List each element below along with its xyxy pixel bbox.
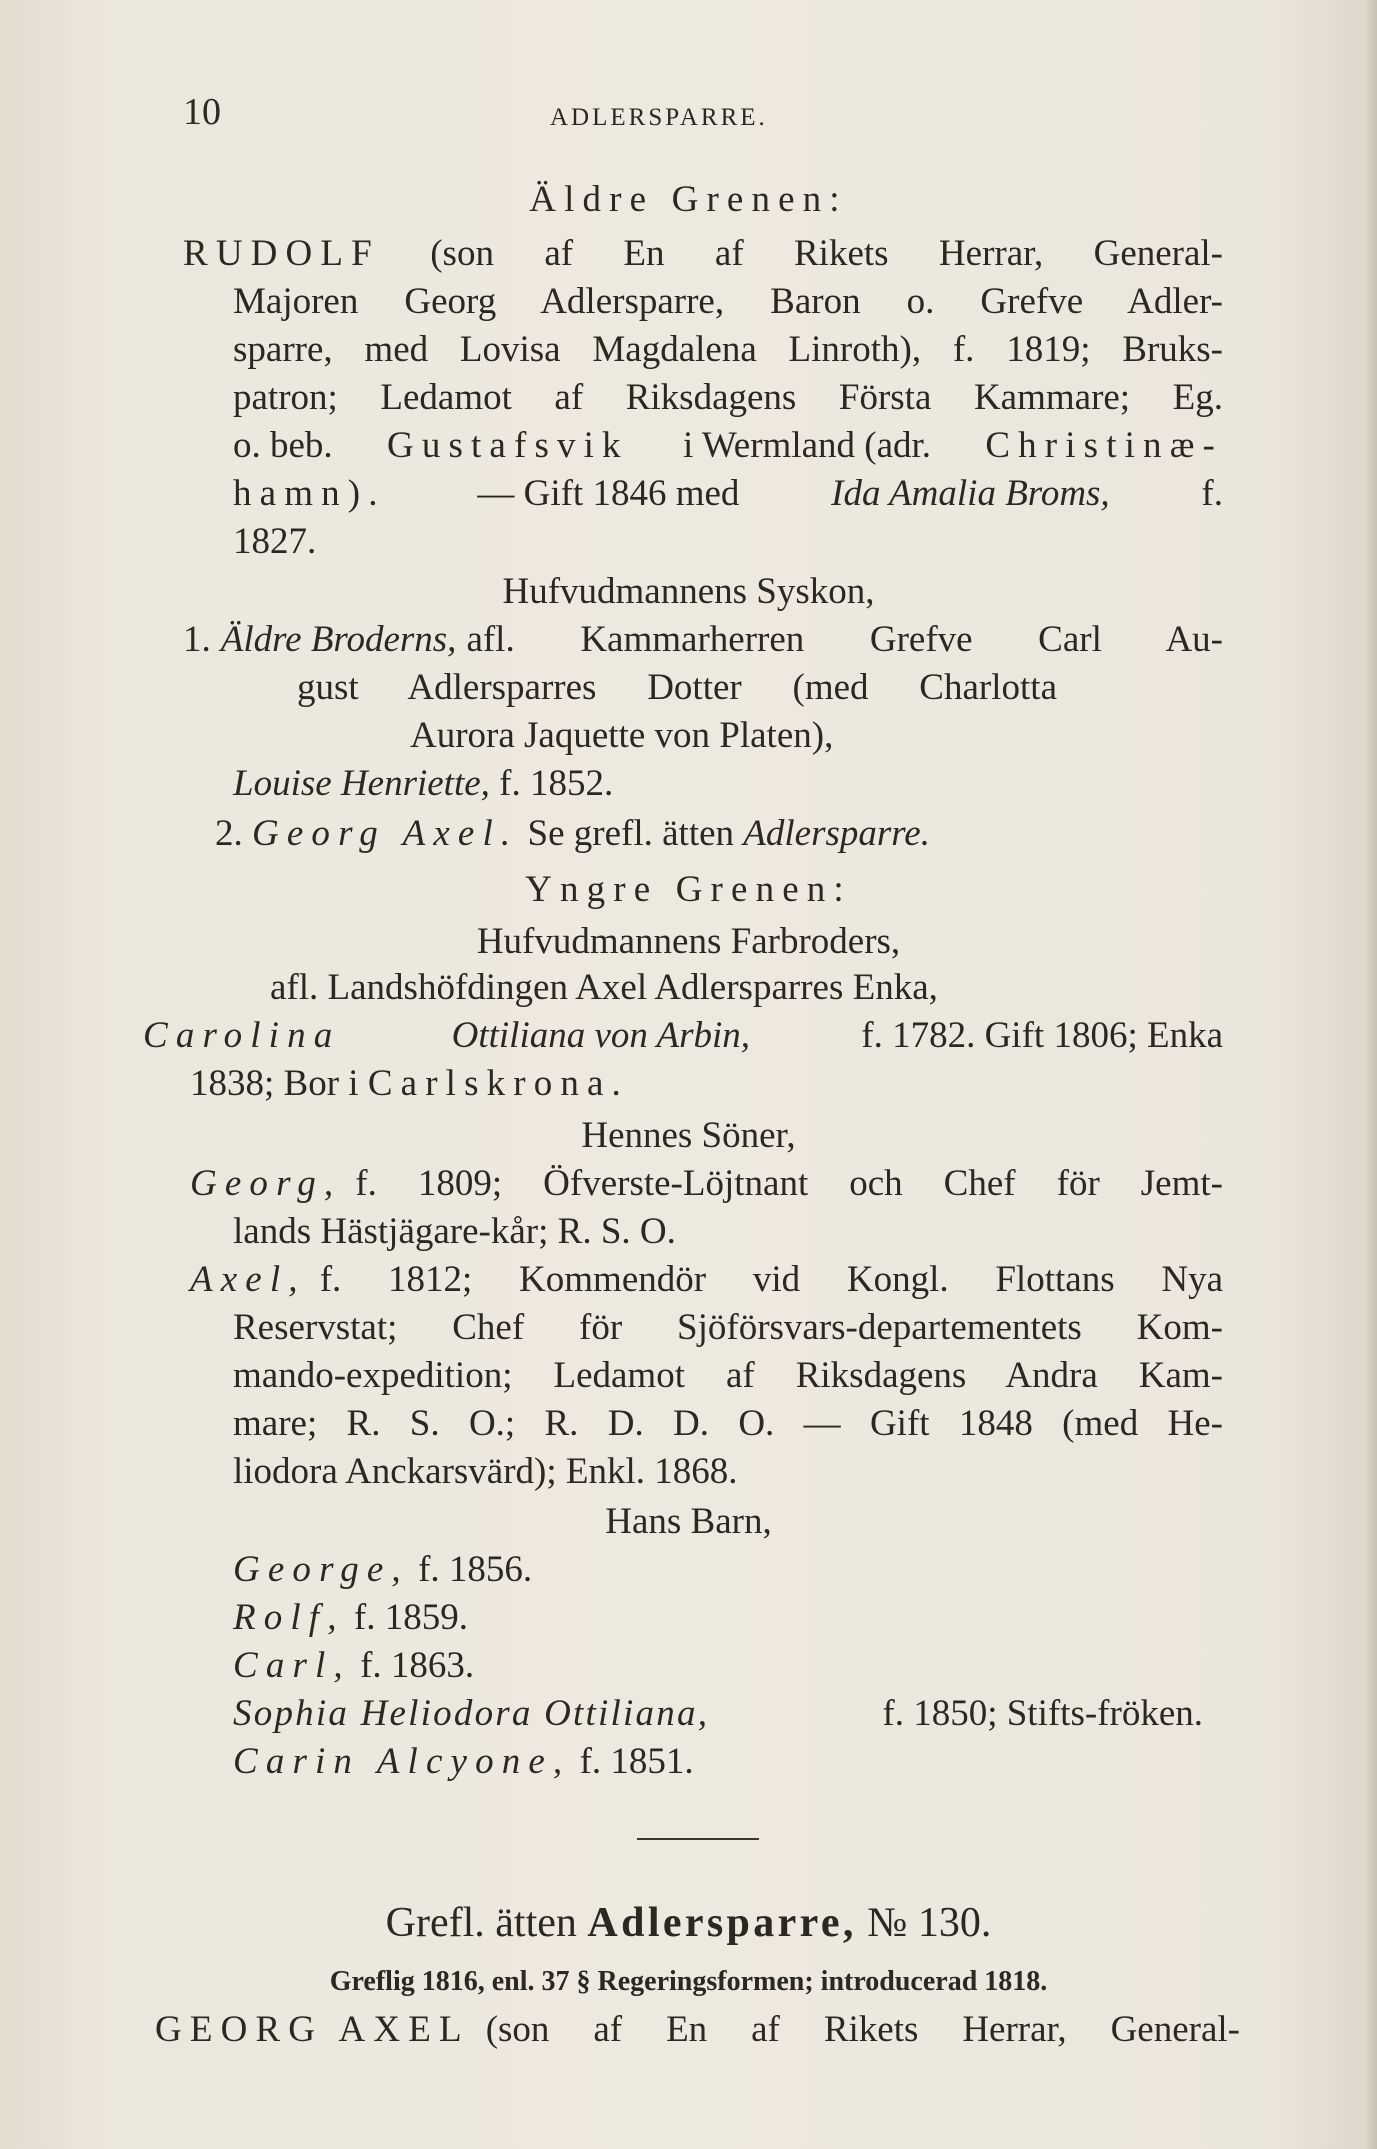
sibling-1-line-2: gust Adlersparres Dotter (med Charlotta — [297, 667, 1057, 708]
sibling-2-number: 2. — [215, 813, 243, 854]
rudolf-text-1: (son af En af Rikets Herrar, General- — [430, 233, 1224, 274]
rudolf-text-6d: f. — [1201, 473, 1223, 514]
sibling-2-text: Se grefl. ätten — [527, 813, 735, 854]
rudolf-line-6 — [233, 472, 1223, 516]
running-title: ADLERSPARRE. — [550, 104, 768, 131]
page-edge — [1367, 0, 1377, 2149]
rudolf-line-1 — [183, 232, 1223, 276]
sibling-1-label: Äldre Broderns, — [220, 619, 457, 660]
estate-name: Gustafsvik — [386, 425, 629, 466]
address-name: Christinæ- — [985, 425, 1223, 466]
widow-names: Ottiliana von Arbin, — [451, 1015, 751, 1056]
widow-dates: f. 1782. Gift 1806; Enka — [861, 1015, 1223, 1056]
sons-heading: Hennes Söner, — [581, 1115, 796, 1156]
count-family-title — [0, 1898, 1377, 1948]
child-row — [233, 1644, 474, 1688]
child-row — [233, 1740, 694, 1784]
son-georg-text: f. 1809; Öfverste-Löjtnant och Chef för Jemt- — [355, 1163, 1223, 1204]
sibling-2-line — [215, 812, 930, 856]
widow-line-1: afl. Landshöfdingen Axel Adlersparres Enka, — [270, 967, 938, 1008]
axel-line-4: mare; R. S. O.; R. D. D. O. — Gift 1848 (med He- — [233, 1403, 1223, 1444]
son-axel-name: Axel, — [190, 1259, 306, 1300]
child-info: f. 1850; Stifts-fröken. — [882, 1693, 1203, 1734]
sibling-1-line-4 — [233, 762, 613, 806]
rudolf-line-3: sparre, med Lovisa Magdalena Linroth), f. 1819; Bruks- — [233, 329, 1223, 370]
count-family-subtitle: Greflig 1816, enl. 37 § Regeringsformen; introducerad 1818. — [329, 1966, 1048, 1997]
rudolf-name: RUDOLF — [183, 233, 380, 274]
axel-line-2: Reservstat; Chef för Sjöförsvars-departementets Kom- — [233, 1307, 1223, 1348]
sibling-1-line-1 — [183, 618, 1223, 662]
family-number: № 130. — [867, 1900, 992, 1946]
wife-name: Ida Amalia Broms, — [831, 473, 1110, 514]
widow-line-2 — [143, 1014, 1223, 1058]
rudolf-text-5c: i Wermland (adr. — [682, 425, 932, 466]
sibling-1-number: 1. — [183, 619, 211, 660]
child-name: Sophia Heliodora Ottiliana, — [233, 1693, 710, 1734]
older-branch-heading: Äldre Grenen: — [529, 179, 848, 220]
rudolf-line-5 — [233, 424, 1223, 468]
widow-residence: 1838; Bor i — [190, 1063, 359, 1104]
rudolf-line-2: Majoren Georg Adlersparre, Baron o. Grefve Adler- — [233, 281, 1223, 322]
child-name: George, — [233, 1549, 409, 1590]
widow-first-name: Carolina — [143, 1015, 341, 1056]
younger-subheading: Hufvudmannens Farbroders, — [476, 921, 901, 962]
child-name: Carl, — [233, 1645, 351, 1686]
child-row — [233, 1596, 468, 1640]
axel-line-1 — [190, 1258, 1223, 1302]
rudolf-line-4: patron; Ledamot af Riksdagens Första Kammare; Eg. — [233, 377, 1223, 418]
siblings-heading: Hufvudmannens Syskon, — [502, 571, 875, 612]
rudolf-text-6b: — Gift 1846 med — [477, 473, 740, 514]
sibling-1-text: afl. Kammarherren Grefve Carl Au- — [466, 619, 1223, 660]
sibling-1-line-3: Aurora Jaquette von Platen), — [410, 715, 834, 756]
niece-name: Louise Henriette, — [233, 763, 490, 804]
sibling-2-name: Georg Axel. — [252, 813, 519, 854]
niece-born: f. 1852. — [499, 763, 614, 804]
child-row — [233, 1692, 1203, 1736]
child-name: Rolf, — [233, 1597, 345, 1638]
sibling-2-ref: Adlersparre. — [743, 813, 930, 854]
rudolf-text-5a: o. beb. — [233, 425, 333, 466]
child-info: f. 1863. — [360, 1645, 475, 1686]
child-info: f. 1856. — [418, 1549, 533, 1590]
son-georg-name: Georg, — [190, 1163, 342, 1204]
child-info: f. 1859. — [353, 1597, 468, 1638]
child-name: Carin Alcyone, — [233, 1741, 571, 1782]
georg-axel-text: (son af En af Rikets Herrar, General- — [485, 2009, 1240, 2050]
residence-town: Carlskrona. — [367, 1063, 629, 1104]
widow-line-3 — [190, 1062, 629, 1106]
children-heading: Hans Barn, — [605, 1501, 772, 1542]
rudolf-line-7: 1827. — [233, 521, 317, 562]
son-axel-text: f. 1812; Kommendör vid Kongl. Flottans Nya — [319, 1259, 1223, 1300]
family-name: Adlersparre, — [587, 1900, 857, 1946]
georg-axel-name: GEORG AXEL — [155, 2009, 470, 2050]
section-divider — [637, 1838, 759, 1840]
child-row — [233, 1548, 532, 1592]
georg-axel-line — [155, 2008, 1240, 2052]
axel-line-3: mando-expedition; Ledamot af Riksdagens Andra Kam- — [233, 1355, 1223, 1396]
axel-line-5: liodora Anckarsvärd); Enkl. 1868. — [233, 1451, 738, 1492]
count-family-title-a: Grefl. ätten — [385, 1900, 577, 1946]
georg-line-2: lands Hästjägare-kår; R. S. O. — [233, 1211, 676, 1252]
georg-line-1 — [190, 1162, 1223, 1206]
child-info: f. 1851. — [579, 1741, 694, 1782]
page-number: 10 — [183, 91, 221, 133]
address-end: hamn). — [233, 473, 386, 514]
younger-branch-heading: Yngre Grenen: — [525, 869, 852, 910]
